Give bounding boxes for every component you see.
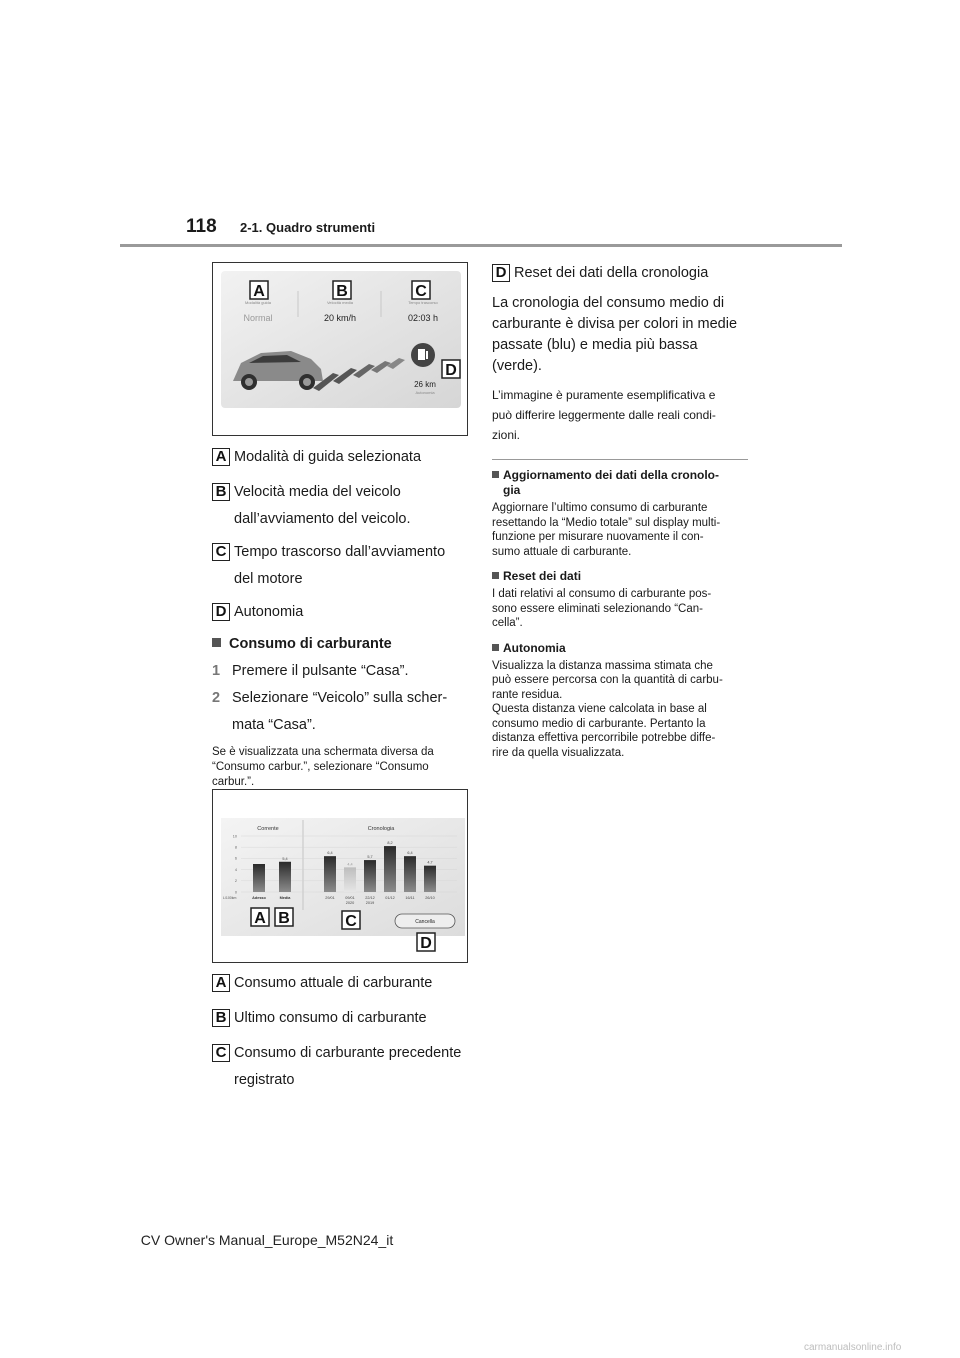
section-divider: [492, 459, 748, 460]
x-axis-year-label: 2019: [365, 901, 375, 905]
time-title: Tempo trascorso: [408, 300, 438, 305]
legend-a-marker: A: [212, 448, 230, 466]
legend-d-text: Reset dei dati della cronologia: [514, 265, 709, 281]
cluster-screen-figure: [212, 262, 468, 436]
legend-a-text: Consumo attuale di carburante: [234, 975, 433, 991]
range-body: Visualizza la distanza massima stimata che può essere percorsa con la quantità di carbu- rante residua. Questa distanza viene calcolata in base al consumo medio di carburante. Pertanto la distanza effettiva percorribile potrebbe diffe- rire da quella visualizzata.: [492, 659, 723, 759]
legend-b-marker: B: [212, 1009, 230, 1027]
x-axis-label: Adesso: [252, 896, 266, 900]
history-title: Cronologia: [367, 826, 395, 832]
range-title: Autonomia: [415, 390, 435, 395]
step-2-cont: mata “Casa”.: [232, 717, 316, 733]
bar-value-label: 4,4: [347, 862, 353, 867]
bar-value-label: 8,2: [387, 841, 393, 846]
current-bar: [253, 864, 265, 892]
current-bar: [279, 862, 291, 892]
callout-c: C: [345, 913, 357, 930]
reset-body: I dati relativi al consumo di carburante pos- sono essere eliminati selezionando “Can- cella”.: [492, 588, 712, 629]
mode-value: Normal: [243, 313, 273, 323]
update-body: Aggiornare l’ultimo consumo di carburante resettando la “Medio totale” sul display multi- funzione per misurare nuovamente il con- sumo attuale di carburante.: [492, 502, 721, 558]
fuel-note: Se è visualizzata una schermata diversa da “Consumo carbur.”, selezionare “Consumo carbur.”.: [212, 746, 434, 788]
history-bar: [364, 860, 376, 892]
history-bar: [384, 846, 396, 892]
cancel-label: Cancella: [415, 919, 435, 925]
bar-value-label: 5,7: [367, 855, 373, 860]
fuel-heading: Consumo di carburante: [212, 632, 474, 656]
footer-text: CV Owner's Manual_Europe_M52N24_it: [140, 1232, 394, 1248]
footer: [0, 1232, 960, 1248]
mode-title: Modalità guida: [244, 300, 272, 305]
x-axis-label: 22/12: [365, 896, 375, 900]
legend-b-text: Ultimo consumo di carburante: [234, 1010, 427, 1026]
right-column: [492, 260, 750, 770]
y-tick-label: 4: [234, 867, 237, 872]
history-bar: [404, 856, 416, 892]
fuel-consumption-figure: [212, 789, 468, 963]
step-1: 1 Premere il pulsante “Casa”.: [212, 663, 409, 679]
callout-a: A: [254, 910, 266, 927]
legend-a-text: Modalità di guida selezionata: [234, 449, 422, 465]
history-bar: [424, 866, 436, 892]
x-axis-label: Media: [279, 896, 291, 900]
header-divider: [120, 244, 842, 247]
page-number: 118: [186, 216, 217, 237]
legend-a-marker: A: [212, 974, 230, 992]
y-tick-label: 0: [234, 890, 237, 895]
square-bullet-icon: [492, 572, 499, 579]
legend-c-text: Consumo di carburante precedente: [234, 1045, 462, 1061]
reset-heading: Reset dei dati: [492, 569, 750, 584]
y-tick-label: 8: [234, 845, 237, 850]
callout-c: C: [415, 283, 427, 300]
x-axis-label: 26/10: [425, 896, 435, 900]
update-heading: Aggiornamento dei dati della cronolo- gia: [492, 468, 750, 498]
legend-c-text: Tempo trascorso dall’avviamento: [234, 544, 446, 560]
history-bar: [324, 856, 336, 892]
y-tick-label: 10: [232, 834, 237, 839]
legend-d-marker: D: [492, 264, 510, 282]
legend-d-marker: D: [212, 603, 230, 621]
range-value: 26 km: [414, 380, 436, 389]
callout-a: A: [253, 283, 265, 300]
callout-d: D: [420, 935, 432, 952]
image-note: L’immagine è puramente esemplificativa e può differire leggermente dalle reali condi- zioni.: [492, 388, 716, 442]
legend-b-text-cont: dall’avviamento del veicolo.: [234, 511, 411, 527]
x-axis-label: 16/11: [405, 896, 415, 900]
speed-value: 20 km/h: [323, 313, 357, 323]
callout-b: B: [336, 283, 348, 300]
x-axis-label: 29/01: [325, 896, 335, 900]
figure2-legend: [212, 970, 474, 1094]
bar-value-label: 6,4: [407, 851, 413, 856]
range-heading: Autonomia: [492, 641, 750, 656]
bar-value-label: 6,4: [327, 851, 333, 856]
square-bullet-icon: [492, 471, 499, 478]
x-axis-label: 01/12: [385, 896, 395, 900]
legend-b-marker: B: [212, 483, 230, 501]
step-2: 2 Selezionare “Veicolo” sulla scher-: [212, 690, 448, 706]
callout-d: D: [445, 362, 457, 379]
legend-c-text-cont: del motore: [234, 571, 303, 587]
figure1-legend: [212, 444, 474, 790]
watermark: carmanualsonline.info: [804, 1342, 902, 1353]
square-bullet-icon: [492, 644, 499, 651]
legend-c-text-cont: registrato: [234, 1072, 295, 1088]
bar-value-label: 5,4: [282, 856, 288, 861]
legend-d-text: Autonomia: [234, 604, 304, 620]
time-value: 02:03 h: [407, 313, 439, 323]
legend-c-marker: C: [212, 543, 230, 561]
legend-c-marker: C: [212, 1044, 230, 1062]
unit-label: L/100km: [223, 896, 237, 900]
callout-b: B: [278, 910, 290, 927]
y-tick-label: 2: [234, 879, 237, 884]
bar-value-label: 4,7: [427, 860, 433, 865]
square-bullet-icon: [212, 638, 221, 647]
legend-b-text: Velocità media del veicolo: [234, 484, 401, 500]
fuel-consumption-chart: [213, 790, 468, 963]
history-paragraph: La cronologia del consumo medio di carburante è divisa per colori in medie passate (blu) e media più bassa (verde).: [492, 295, 738, 374]
y-tick-label: 6: [234, 856, 237, 861]
history-bar: [344, 867, 356, 892]
x-axis-label: 09/01: [345, 896, 355, 900]
x-axis-year-label: 2020: [345, 901, 355, 905]
cluster-screen-illustration: [213, 263, 468, 436]
section-title: 2-1. Quadro strumenti: [240, 220, 376, 235]
speed-title: Velocità media: [326, 300, 354, 305]
current-title: Corrente: [257, 826, 279, 832]
